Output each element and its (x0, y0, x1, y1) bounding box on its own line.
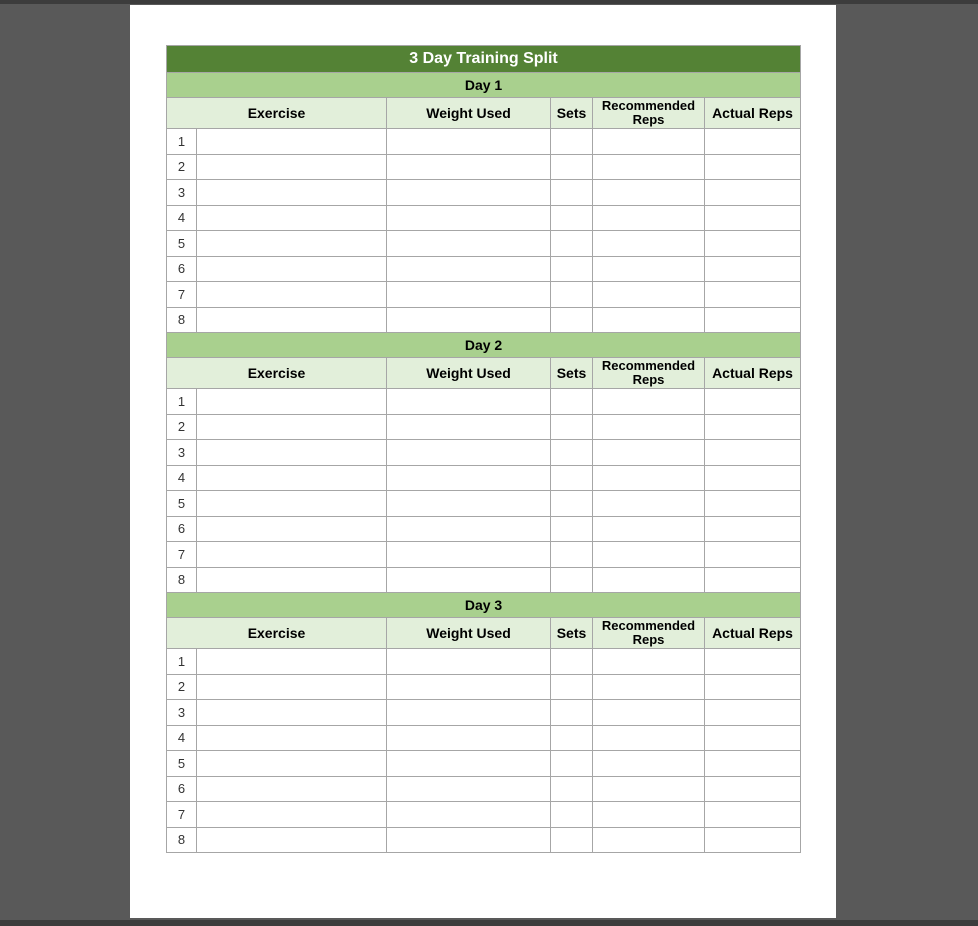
sets-cell[interactable] (551, 154, 593, 180)
table-row (167, 205, 801, 231)
weight-used-cell[interactable] (387, 205, 551, 231)
exercise-cell[interactable] (197, 649, 387, 675)
actual-reps-header: Actual Reps (705, 98, 801, 129)
exercise-cell[interactable] (197, 674, 387, 700)
weight-used-header: Weight Used (387, 618, 551, 649)
recommended-reps-cell[interactable] (593, 389, 705, 415)
sets-cell[interactable] (551, 751, 593, 777)
sets-cell[interactable] (551, 180, 593, 206)
weight-used-cell[interactable] (387, 802, 551, 828)
exercise-cell[interactable] (197, 725, 387, 751)
row-number: 8 (167, 827, 197, 853)
sets-header: Sets (551, 618, 593, 649)
recommended-reps-cell[interactable] (593, 491, 705, 517)
recommended-reps-header (593, 98, 705, 129)
viewer-bottom-bar (0, 920, 978, 926)
weight-used-cell[interactable] (387, 725, 551, 751)
recommended-reps-cell[interactable] (593, 516, 705, 542)
exercise-cell[interactable] (197, 180, 387, 206)
row-number: 6 (167, 516, 197, 542)
recommended-reps-header (593, 358, 705, 389)
title-row (167, 46, 801, 73)
table-row (167, 389, 801, 415)
training-split-table (166, 45, 801, 853)
recommended-reps-cell[interactable] (593, 700, 705, 726)
sets-header: Sets (551, 358, 593, 389)
exercise-cell[interactable] (197, 465, 387, 491)
actual-reps-cell[interactable] (705, 256, 801, 282)
weight-used-cell[interactable] (387, 180, 551, 206)
exercise-cell[interactable] (197, 700, 387, 726)
day-label: Day 1 (167, 73, 801, 98)
recommended-reps-cell[interactable] (593, 776, 705, 802)
table-row (167, 129, 801, 155)
recommended-reps-cell[interactable] (593, 256, 705, 282)
sets-cell[interactable] (551, 205, 593, 231)
row-number: 1 (167, 129, 197, 155)
recommended-reps-cell[interactable] (593, 674, 705, 700)
exercise-cell[interactable] (197, 802, 387, 828)
day-label: Day 2 (167, 333, 801, 358)
sets-cell[interactable] (551, 440, 593, 466)
table-row (167, 465, 801, 491)
recommended-reps-cell[interactable] (593, 414, 705, 440)
sets-cell[interactable] (551, 567, 593, 593)
row-number: 8 (167, 307, 197, 333)
exercise-cell[interactable] (197, 440, 387, 466)
row-number: 6 (167, 776, 197, 802)
exercise-header: Exercise (167, 358, 387, 389)
recommended-reps-cell[interactable] (593, 567, 705, 593)
weight-used-cell[interactable] (387, 154, 551, 180)
recommended-reps-cell[interactable] (593, 440, 705, 466)
weight-used-cell[interactable] (387, 542, 551, 568)
training-split-body (167, 46, 801, 853)
recommended-reps-line1: Recommended (601, 618, 696, 633)
actual-reps-cell[interactable] (705, 307, 801, 333)
row-number: 1 (167, 389, 197, 415)
column-header-row (167, 98, 801, 129)
recommended-reps-header (593, 618, 705, 649)
row-number: 5 (167, 751, 197, 777)
sets-cell[interactable] (551, 776, 593, 802)
recommended-reps-cell[interactable] (593, 725, 705, 751)
actual-reps-cell[interactable] (705, 465, 801, 491)
actual-reps-cell[interactable] (705, 776, 801, 802)
actual-reps-cell[interactable] (705, 649, 801, 675)
sets-cell[interactable] (551, 256, 593, 282)
row-number: 4 (167, 465, 197, 491)
actual-reps-cell[interactable] (705, 802, 801, 828)
sets-cell[interactable] (551, 414, 593, 440)
row-number: 2 (167, 674, 197, 700)
weight-used-cell[interactable] (387, 491, 551, 517)
recommended-reps-line2: Reps (632, 632, 665, 647)
weight-used-cell[interactable] (387, 414, 551, 440)
recommended-reps-cell[interactable] (593, 751, 705, 777)
actual-reps-cell[interactable] (705, 389, 801, 415)
actual-reps-cell[interactable] (705, 674, 801, 700)
actual-reps-cell[interactable] (705, 205, 801, 231)
table-row (167, 751, 801, 777)
exercise-cell[interactable] (197, 129, 387, 155)
sets-cell[interactable] (551, 231, 593, 257)
sets-cell[interactable] (551, 282, 593, 308)
actual-reps-cell[interactable] (705, 491, 801, 517)
day-2-row (167, 333, 801, 358)
table-row (167, 649, 801, 675)
actual-reps-cell[interactable] (705, 180, 801, 206)
weight-used-cell[interactable] (387, 649, 551, 675)
exercise-cell[interactable] (197, 414, 387, 440)
recommended-reps-cell[interactable] (593, 129, 705, 155)
weight-used-cell[interactable] (387, 389, 551, 415)
recommended-reps-cell[interactable] (593, 205, 705, 231)
recommended-reps-cell[interactable] (593, 282, 705, 308)
sets-cell[interactable] (551, 465, 593, 491)
table-row (167, 674, 801, 700)
actual-reps-cell[interactable] (705, 567, 801, 593)
exercise-cell[interactable] (197, 154, 387, 180)
column-header-row (167, 358, 801, 389)
actual-reps-cell[interactable] (705, 542, 801, 568)
recommended-reps-cell[interactable] (593, 231, 705, 257)
row-number: 8 (167, 567, 197, 593)
row-number: 4 (167, 205, 197, 231)
sheet-title: 3 Day Training Split (167, 46, 801, 73)
table-row (167, 776, 801, 802)
weight-used-cell[interactable] (387, 567, 551, 593)
actual-reps-header: Actual Reps (705, 618, 801, 649)
exercise-cell[interactable] (197, 751, 387, 777)
row-number: 3 (167, 440, 197, 466)
exercise-cell[interactable] (197, 776, 387, 802)
day-1-row (167, 73, 801, 98)
actual-reps-cell[interactable] (705, 440, 801, 466)
day-3-row (167, 593, 801, 618)
exercise-header: Exercise (167, 98, 387, 129)
table-row (167, 802, 801, 828)
recommended-reps-cell[interactable] (593, 542, 705, 568)
exercise-cell[interactable] (197, 827, 387, 853)
actual-reps-cell[interactable] (705, 231, 801, 257)
table-row (167, 827, 801, 853)
row-number: 5 (167, 491, 197, 517)
recommended-reps-cell[interactable] (593, 180, 705, 206)
exercise-cell[interactable] (197, 307, 387, 333)
sets-cell[interactable] (551, 307, 593, 333)
recommended-reps-line1: Recommended (601, 358, 696, 373)
recommended-reps-line2: Reps (632, 112, 665, 127)
weight-used-cell[interactable] (387, 307, 551, 333)
exercise-cell[interactable] (197, 205, 387, 231)
recommended-reps-line2: Reps (632, 372, 665, 387)
row-number: 2 (167, 414, 197, 440)
actual-reps-cell[interactable] (705, 700, 801, 726)
weight-used-cell[interactable] (387, 440, 551, 466)
row-number: 5 (167, 231, 197, 257)
sets-cell[interactable] (551, 542, 593, 568)
sets-cell[interactable] (551, 802, 593, 828)
viewer-top-bar (0, 0, 978, 4)
exercise-header: Exercise (167, 618, 387, 649)
weight-used-cell[interactable] (387, 516, 551, 542)
day-label: Day 3 (167, 593, 801, 618)
recommended-reps-cell[interactable] (593, 154, 705, 180)
table-row (167, 516, 801, 542)
exercise-cell[interactable] (197, 491, 387, 517)
recommended-reps-cell[interactable] (593, 802, 705, 828)
table-row (167, 154, 801, 180)
actual-reps-cell[interactable] (705, 516, 801, 542)
actual-reps-cell[interactable] (705, 154, 801, 180)
recommended-reps-cell[interactable] (593, 465, 705, 491)
weight-used-cell[interactable] (387, 827, 551, 853)
document-page (130, 5, 836, 918)
table-row (167, 256, 801, 282)
table-row (167, 700, 801, 726)
row-number: 7 (167, 802, 197, 828)
table-row (167, 725, 801, 751)
recommended-reps-cell[interactable] (593, 307, 705, 333)
row-number: 1 (167, 649, 197, 675)
exercise-cell[interactable] (197, 542, 387, 568)
weight-used-cell[interactable] (387, 231, 551, 257)
row-number: 7 (167, 282, 197, 308)
exercise-cell[interactable] (197, 567, 387, 593)
table-row (167, 567, 801, 593)
sets-cell[interactable] (551, 516, 593, 542)
sets-cell[interactable] (551, 389, 593, 415)
weight-used-cell[interactable] (387, 282, 551, 308)
table-row (167, 231, 801, 257)
table-row (167, 440, 801, 466)
weight-used-header: Weight Used (387, 98, 551, 129)
row-number: 3 (167, 700, 197, 726)
row-number: 3 (167, 180, 197, 206)
table-row (167, 180, 801, 206)
weight-used-cell[interactable] (387, 465, 551, 491)
actual-reps-cell[interactable] (705, 751, 801, 777)
weight-used-cell[interactable] (387, 129, 551, 155)
sets-cell[interactable] (551, 725, 593, 751)
table-row (167, 282, 801, 308)
actual-reps-cell[interactable] (705, 282, 801, 308)
weight-used-header: Weight Used (387, 358, 551, 389)
sets-header: Sets (551, 98, 593, 129)
actual-reps-cell[interactable] (705, 129, 801, 155)
weight-used-cell[interactable] (387, 674, 551, 700)
exercise-cell[interactable] (197, 231, 387, 257)
weight-used-cell[interactable] (387, 751, 551, 777)
sets-cell[interactable] (551, 827, 593, 853)
actual-reps-cell[interactable] (705, 725, 801, 751)
table-row (167, 414, 801, 440)
row-number: 7 (167, 542, 197, 568)
actual-reps-cell[interactable] (705, 414, 801, 440)
weight-used-cell[interactable] (387, 700, 551, 726)
table-row (167, 491, 801, 517)
table-row (167, 307, 801, 333)
exercise-cell[interactable] (197, 282, 387, 308)
row-number: 2 (167, 154, 197, 180)
sets-cell[interactable] (551, 129, 593, 155)
column-header-row (167, 618, 801, 649)
row-number: 4 (167, 725, 197, 751)
sets-cell[interactable] (551, 649, 593, 675)
exercise-cell[interactable] (197, 256, 387, 282)
sets-cell[interactable] (551, 674, 593, 700)
recommended-reps-cell[interactable] (593, 649, 705, 675)
sets-cell[interactable] (551, 700, 593, 726)
weight-used-cell[interactable] (387, 776, 551, 802)
exercise-cell[interactable] (197, 389, 387, 415)
weight-used-cell[interactable] (387, 256, 551, 282)
table-row (167, 542, 801, 568)
recommended-reps-line1: Recommended (601, 98, 696, 113)
exercise-cell[interactable] (197, 516, 387, 542)
actual-reps-header: Actual Reps (705, 358, 801, 389)
sets-cell[interactable] (551, 491, 593, 517)
row-number: 6 (167, 256, 197, 282)
recommended-reps-cell[interactable] (593, 827, 705, 853)
actual-reps-cell[interactable] (705, 827, 801, 853)
